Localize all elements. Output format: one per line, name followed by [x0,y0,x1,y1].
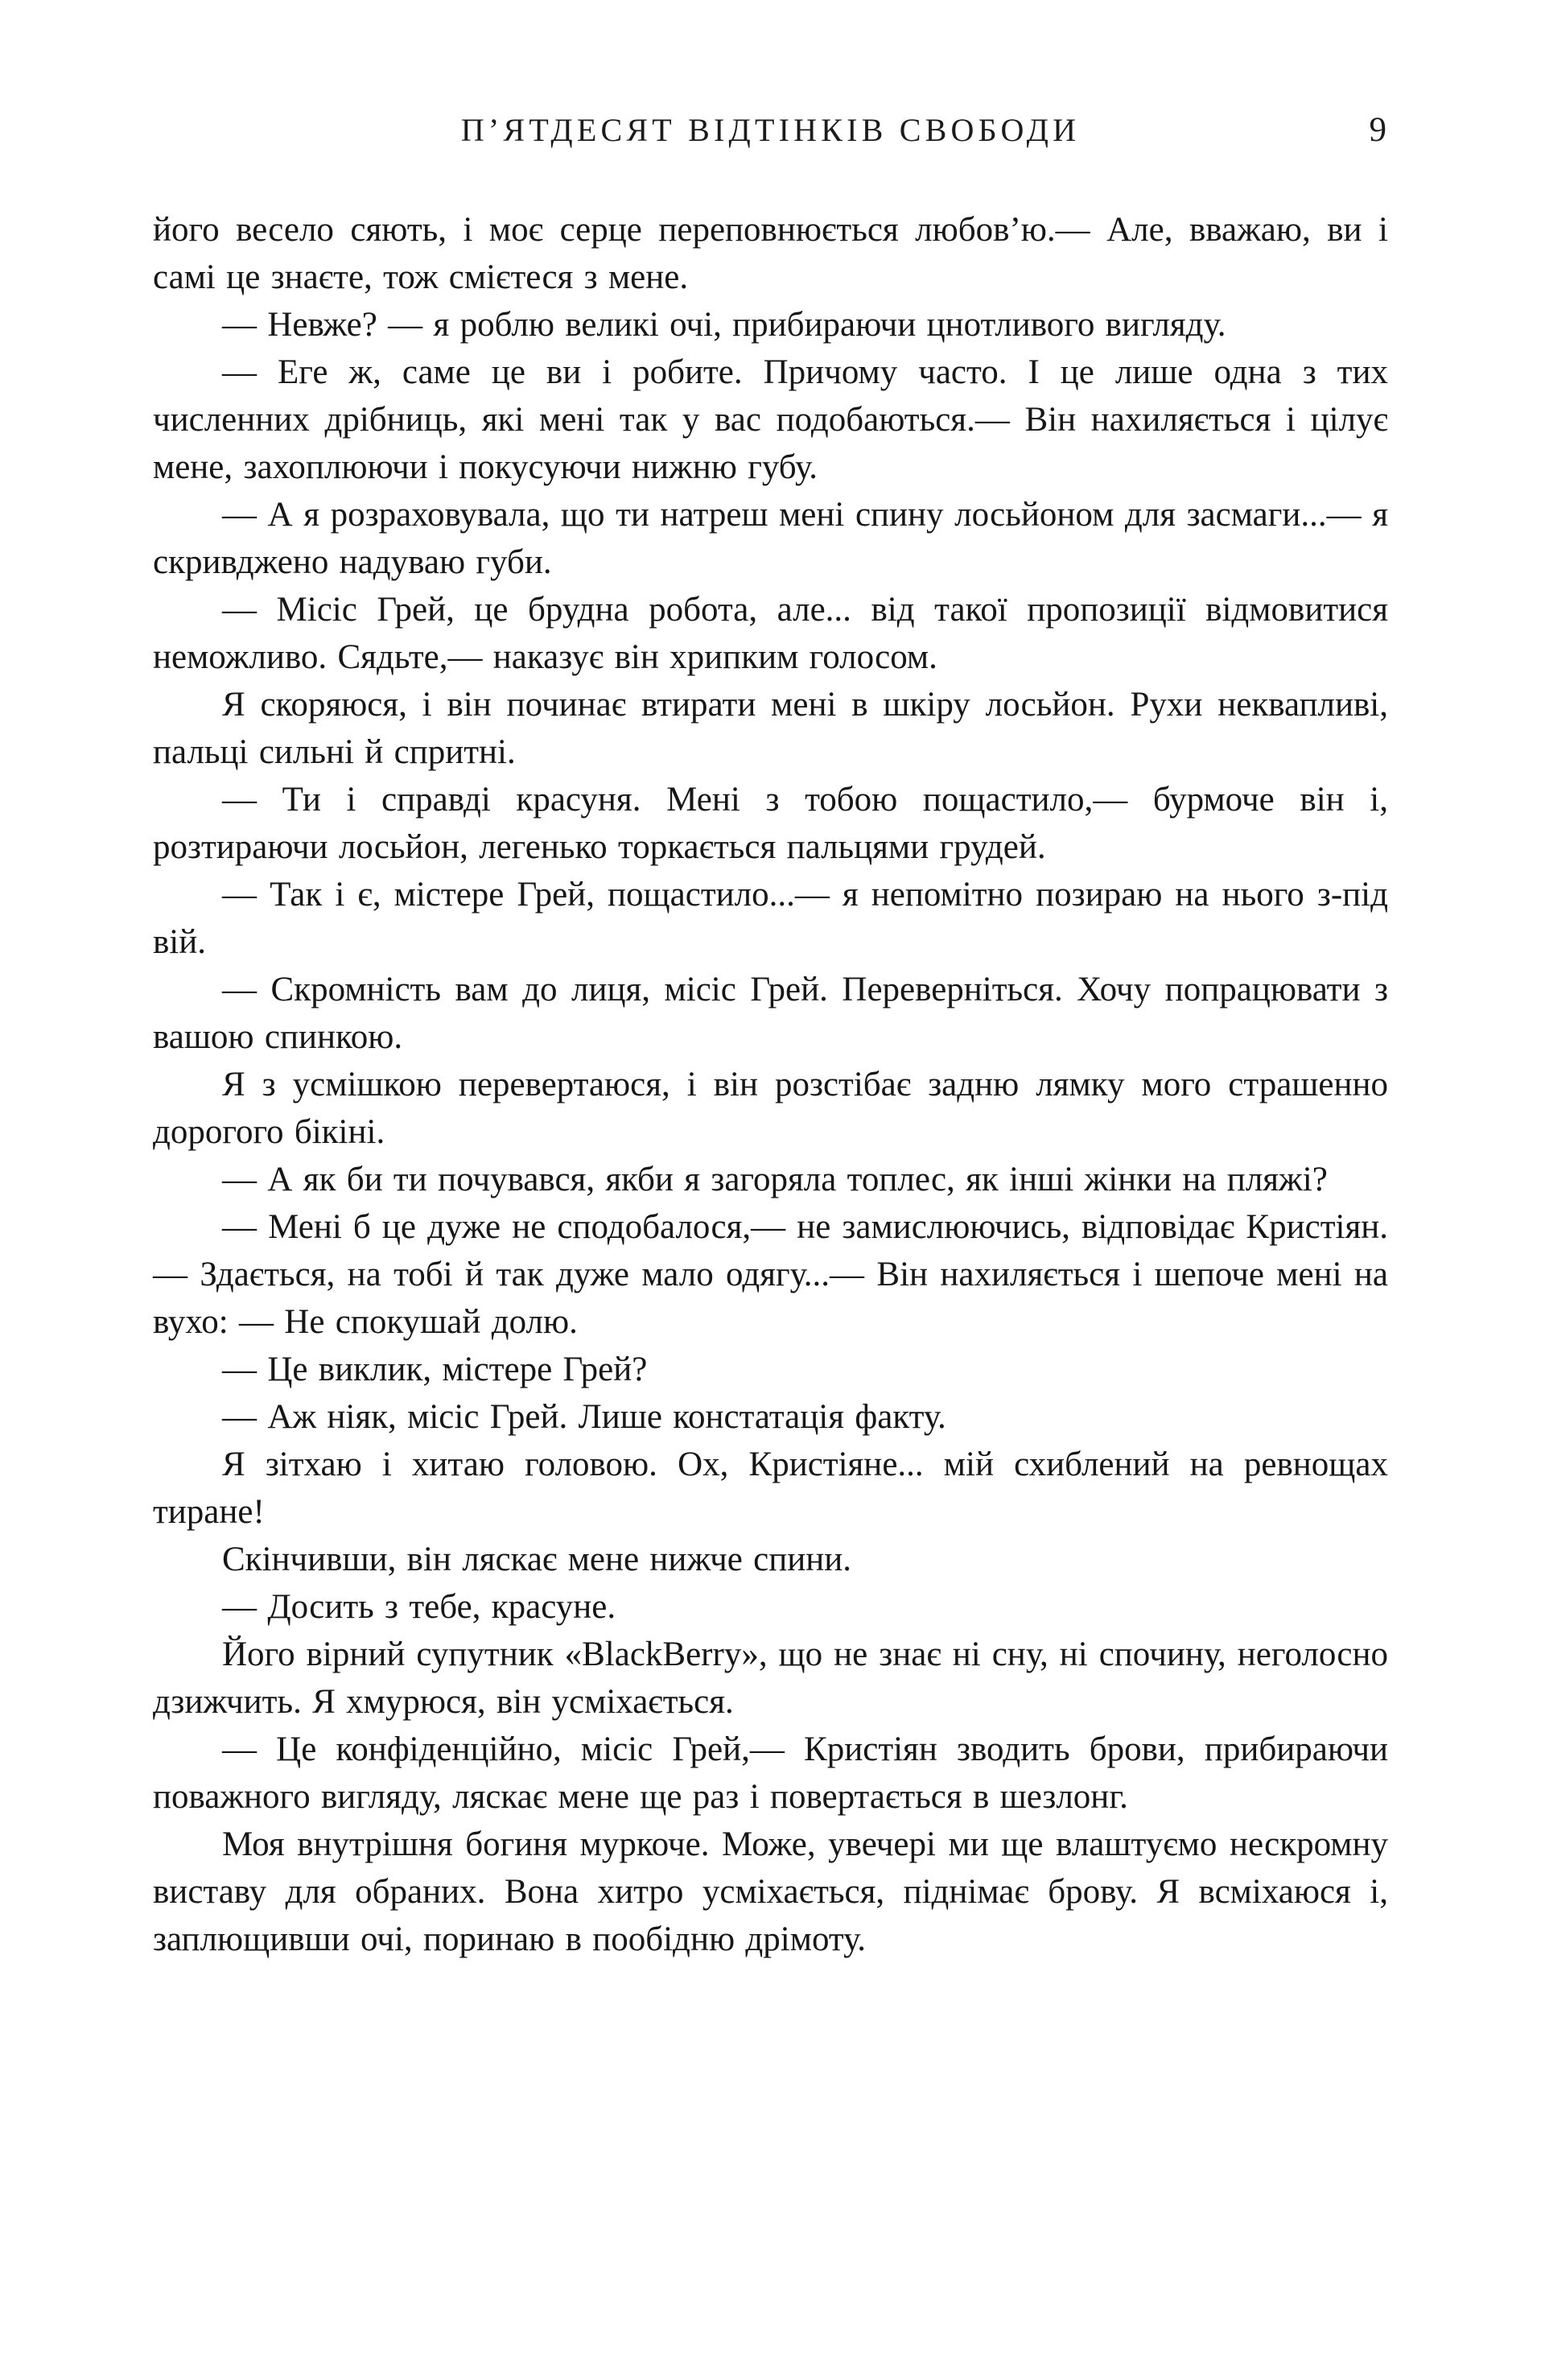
paragraph: — Мені б це дуже не сподобалося,— не замислюючись, відповідає Кристіян.— Здається, на тобі й так дуже мало одягу...— Він нахиляється і шепоче мені на вухо: — Не спокушай долю. [153,1208,1388,1341]
page-number: 9 [1369,111,1386,149]
paragraph: — Це виклик, містере Грей? [222,1351,648,1388]
paragraph: Я зітхаю і хитаю головою. Ох, Кристіяне... мій схиблений на ревнощах тиране! [153,1446,1388,1531]
paragraph: — Ти і справді красуня. Мені з тобою пощастило,— бурмоче він і, розтираючи лосьйон, легенько торкається пальцями грудей. [153,781,1388,866]
paragraph: його весело сяють, і моє серце переповнюється любов’ю.— Але, вважаю, ви і самі це знаєте, тож смієтеся з мене. [153,211,1388,296]
paragraph: — Місіс Грей, це брудна робота, але... від такої пропозиції відмовитися неможливо. Сядьте,— наказує він хрипким голосом. [153,591,1388,676]
running-title: П’ЯТДЕСЯТ ВІДТІНКІВ СВОБОДИ [460,112,1081,148]
paragraph: Його вірний супутник «BlackBerry», що не знає ні сну, ні спочину, неголосно дзижчить. Я хмурюся, він усміхається. [153,1635,1388,1721]
paragraph: — Це конфіденційно, місіс Грей,— Кристіян зводить брови, прибираючи поважного вигляду, ляскає мене ще раз і повертається в шезлонг. [153,1730,1388,1816]
paragraph: — Так і є, містере Грей, пощастило...— я непомітно позираю на нього з-під вій. [153,876,1388,961]
paragraph: Моя внутрішня богиня муркоче. Може, увечері ми ще влаштуємо нескромну виставу для обраних. Вона хитро усміхається, піднімає брову. Я всміхаюся і, заплющивши очі, поринаю в пообідню дрімоту. [153,1825,1388,1958]
paragraph: Скінчивши, він ляскає мене нижче спини. [222,1541,852,1578]
paragraph: — Еге ж, саме це ви і робите. Причому часто. І це лише одна з тих численних дрібниць, які мені так у вас подобаються.— Він нахиляється і цілує мене, захоплюючи і покусуючи нижню губу. [153,353,1388,486]
paragraph: — А як би ти почувався, якби я загоряла топлес, як інші жінки на пляжі? [222,1161,1328,1198]
paragraph: — Аж ніяк, місіс Грей. Лише констатація факту. [222,1398,946,1436]
paragraph: Я з усмішкою перевертаюся, і він розстібає задню лямку мого страшенно дорогого бікіні. [153,1066,1388,1151]
paragraph: — Досить з тебе, красуне. [222,1588,616,1626]
text-block [153,206,1388,1963]
page-header [153,109,1388,151]
paragraph: — А я розраховувала, що ти натреш мені спину лосьйоном для засмаги...— я скривджено надуваю губи. [153,496,1388,581]
paragraph: Я скоряюся, і він починає втирати мені в шкіру лосьйон. Рухи неквапливі, пальці сильні й спритні. [153,686,1388,771]
paragraph: — Невже? — я роблю великі очі, прибираючи цнотливого вигляду. [222,306,1226,344]
paragraph: — Скромність вам до лиця, місіс Грей. Переверніться. Хочу попрацювати з вашою спинкою. [153,971,1388,1056]
